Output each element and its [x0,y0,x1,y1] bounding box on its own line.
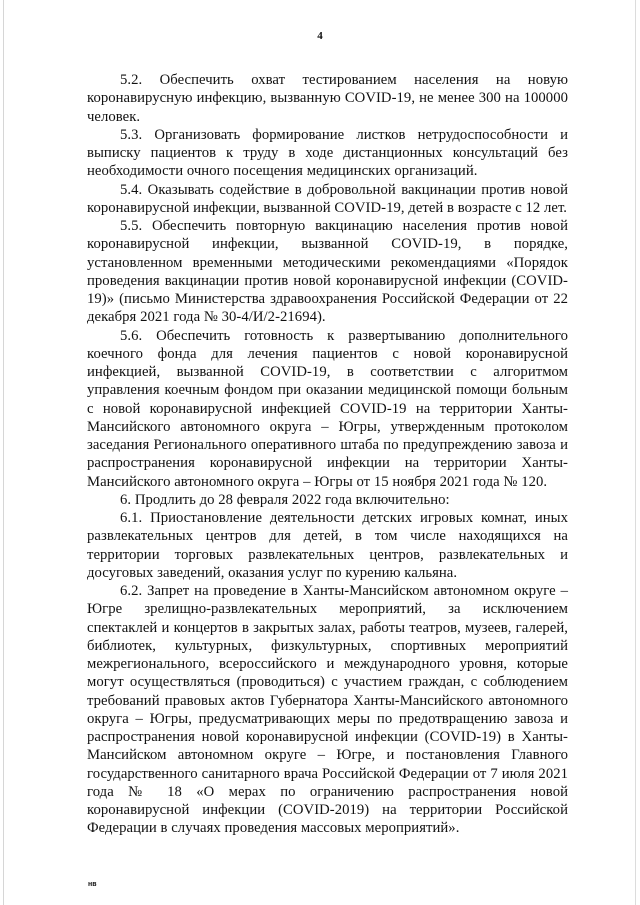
paragraph-5-3: 5.3. Организовать формирование листков нетрудоспособности и выписку пациентов к труду в ходе дистанционных консультаций без необходимости очного посещения медицинских организаций. [87,126,568,180]
paragraph-5-2: 5.2. Обеспечить охват тестированием населения на новую коронавирусную инфекцию, вызванную COVID-19, не менее 300 на 100000 человек. [87,72,568,125]
paragraph-5-5: 5.5. Обеспечить повторную вакцинацию населения против новой коронавирусной инфекции, вызванной COVID-19, в порядке, установленном временными методическими рекомендациями «Порядок проведения вакцинации против новой коронавирусной инфекции (COVID-19)» (письмо Министерства здравоохранения Российской Федерации от 22 декабря 2021 года № 30-4/И/2-21694). [87,218,568,326]
scan-edge-right [635,0,636,905]
page-number: 4 [317,30,323,42]
paragraph-5-6: 5.6. Обеспечить готовность к развертыванию дополнительного коечного фонда для лечения пациентов с новой коронавирусной инфекцией, вызванной COVID-19, в соответствии с алгоритмом управления коечным фондом при оказании медицинской помощи больным с новой коронавирусной инфекцией COVID-19 на территории Ханты-Мансийского автономного округа – Югры, утвержденным протоколом заседания Регионального оперативного штаба по предупреждению завоза и распространения коронавирусной инфекции на территории Ханты-Мансийского автономного округа – Югры от 15 ноября 2021 года № 120. [87,327,568,490]
paragraph-5-4: 5.4. Оказывать содействие в добровольной вакцинации против новой коронавирусной инфекции, вызванной COVID-19, детей в возрасте с 12 лет. [87,181,568,216]
scan-edge-left [3,0,4,905]
footer-initials: нв [88,881,97,888]
paragraph-6-1: 6.1. Приостановление деятельности детских игровых комнат, иных развлекательных центров для детей, в том числе находящихся на территории торговых развлекательных центров, развлекательных и досуговых заведений, оказания услуг по курению кальяна. [87,510,568,581]
paragraph-6-2: 6.2. Запрет на проведение в Ханты-Мансийском автономном округе – Югре зрелищно-развлекательных мероприятий, за исключением спектаклей и концертов в закрытых залах, работы театров, музеев, галерей, библиотек, культурных, физкультурных, спортивных мероприятий межрегионального, всероссийского и международного уровня, которые могут осуществляться (проводиться) с участием граждан, с соблюдением требований правовых актов Губернатора Ханты-Мансийского автономного округа – Югры, предусматривающих меры по предотвращению завоза и распространения новой коронавирусной инфекции (COVID-19) в Ханты-Мансийском автономном округе – Югре, и постановления Главного государственного санитарного врача Российской Федерации от 7 июля 2021 года № 18 «О мерах по ограничению распространения новой коронавирусной инфекции (COVID-2019) на территории Российской Федерации в случаях проведения массовых мероприятий». [87,583,568,837]
document-body [87,71,568,838]
paragraph-6: 6. Продлить до 28 февраля 2022 года включительно: [120,491,450,508]
